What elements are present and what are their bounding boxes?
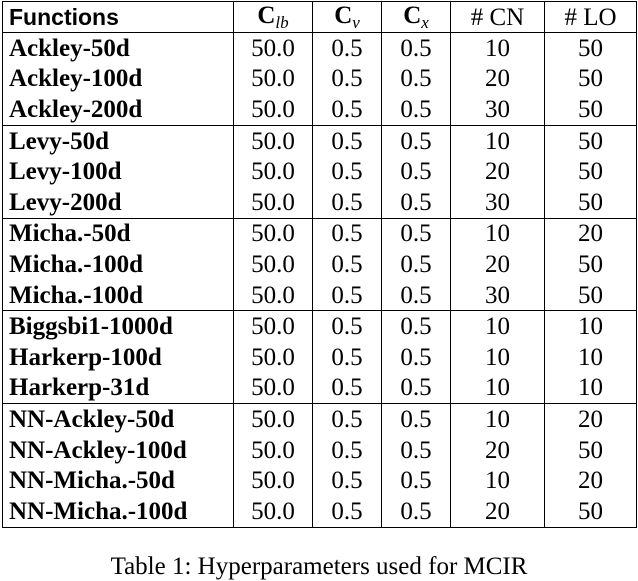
cell-c-x: 0.5 <box>382 187 451 218</box>
cell-c-lb: 50.0 <box>234 94 313 125</box>
cell-lo: 50 <box>545 156 637 187</box>
header-c-v-base: C <box>334 2 353 29</box>
header-lo: # LO <box>545 2 637 33</box>
cell-c-lb: 50.0 <box>234 465 313 496</box>
table-row <box>3 125 637 156</box>
cell-cn: 10 <box>451 311 545 342</box>
cell-function: Harkerp-100d <box>3 342 234 373</box>
header-c-x <box>382 2 451 33</box>
cell-c-x: 0.5 <box>382 280 451 311</box>
table-row <box>3 187 637 218</box>
cell-function: Levy-200d <box>3 187 234 218</box>
cell-c-v: 0.5 <box>313 187 382 218</box>
header-c-lb <box>234 2 313 33</box>
header-c-x-base: C <box>403 2 422 29</box>
cell-c-v: 0.5 <box>313 465 382 496</box>
cell-c-lb: 50.0 <box>234 125 313 156</box>
table-row <box>3 64 637 95</box>
cell-c-x: 0.5 <box>382 64 451 95</box>
cell-c-lb: 50.0 <box>234 280 313 311</box>
cell-c-v: 0.5 <box>313 218 382 249</box>
cell-c-x: 0.5 <box>382 249 451 280</box>
cell-c-v: 0.5 <box>313 249 382 280</box>
cell-lo: 20 <box>545 465 637 496</box>
cell-c-lb: 50.0 <box>234 218 313 249</box>
table-group <box>3 404 637 527</box>
cell-c-x: 0.5 <box>382 404 451 435</box>
header-c-lb-sub: lb <box>275 13 289 32</box>
cell-cn: 10 <box>451 465 545 496</box>
cell-c-lb: 50.0 <box>234 373 313 404</box>
cell-c-lb: 50.0 <box>234 187 313 218</box>
cell-function: NN-Micha.-100d <box>3 496 234 527</box>
cell-cn: 30 <box>451 280 545 311</box>
cell-function: Levy-100d <box>3 156 234 187</box>
cell-cn: 10 <box>451 33 545 64</box>
cell-c-x: 0.5 <box>382 342 451 373</box>
cell-c-lb: 50.0 <box>234 156 313 187</box>
header-row <box>3 2 637 33</box>
header-c-v <box>313 2 382 33</box>
cell-cn: 10 <box>451 373 545 404</box>
cell-c-v: 0.5 <box>313 373 382 404</box>
cell-c-x: 0.5 <box>382 125 451 156</box>
cell-lo: 50 <box>545 33 637 64</box>
cell-cn: 30 <box>451 187 545 218</box>
cell-c-v: 0.5 <box>313 156 382 187</box>
cell-c-lb: 50.0 <box>234 64 313 95</box>
table-row <box>3 373 637 404</box>
cell-lo: 50 <box>545 496 637 527</box>
cell-c-lb: 50.0 <box>234 249 313 280</box>
cell-c-lb: 50.0 <box>234 342 313 373</box>
table-row <box>3 218 637 249</box>
cell-c-lb: 50.0 <box>234 404 313 435</box>
cell-cn: 20 <box>451 435 545 466</box>
header-c-x-sub: x <box>421 13 429 32</box>
cell-lo: 50 <box>545 280 637 311</box>
cell-lo: 10 <box>545 342 637 373</box>
cell-lo: 10 <box>545 373 637 404</box>
cell-lo: 20 <box>545 404 637 435</box>
cell-cn: 20 <box>451 496 545 527</box>
cell-c-v: 0.5 <box>313 64 382 95</box>
cell-function: Harkerp-31d <box>3 373 234 404</box>
header-functions: Functions <box>3 2 234 33</box>
cell-c-x: 0.5 <box>382 311 451 342</box>
table-group <box>3 125 637 218</box>
cell-c-lb: 50.0 <box>234 496 313 527</box>
cell-c-lb: 50.0 <box>234 311 313 342</box>
cell-lo: 50 <box>545 94 637 125</box>
cell-function: Biggsbi1-1000d <box>3 311 234 342</box>
cell-function: Ackley-200d <box>3 94 234 125</box>
cell-c-x: 0.5 <box>382 33 451 64</box>
cell-c-x: 0.5 <box>382 373 451 404</box>
hyperparameter-table-container <box>2 1 637 528</box>
cell-function: NN-Micha.-50d <box>3 465 234 496</box>
cell-function: NN-Ackley-100d <box>3 435 234 466</box>
cell-lo: 50 <box>545 64 637 95</box>
cell-c-v: 0.5 <box>313 125 382 156</box>
cell-c-x: 0.5 <box>382 218 451 249</box>
cell-cn: 20 <box>451 156 545 187</box>
cell-lo: 50 <box>545 187 637 218</box>
cell-c-x: 0.5 <box>382 496 451 527</box>
table-row <box>3 342 637 373</box>
cell-c-x: 0.5 <box>382 156 451 187</box>
cell-c-v: 0.5 <box>313 94 382 125</box>
cell-function: NN-Ackley-50d <box>3 404 234 435</box>
cell-c-v: 0.5 <box>313 33 382 64</box>
table-row <box>3 435 637 466</box>
table-row <box>3 311 637 342</box>
cell-function: Micha.-100d <box>3 249 234 280</box>
header-c-lb-base: C <box>257 2 276 29</box>
cell-cn: 30 <box>451 94 545 125</box>
table-row <box>3 94 637 125</box>
cell-c-v: 0.5 <box>313 404 382 435</box>
cell-c-v: 0.5 <box>313 311 382 342</box>
cell-function: Micha.-50d <box>3 218 234 249</box>
cell-c-lb: 50.0 <box>234 33 313 64</box>
cell-c-x: 0.5 <box>382 465 451 496</box>
cell-c-x: 0.5 <box>382 435 451 466</box>
table-row <box>3 404 637 435</box>
cell-c-v: 0.5 <box>313 435 382 466</box>
cell-lo: 50 <box>545 125 637 156</box>
cell-cn: 10 <box>451 342 545 373</box>
cell-lo: 20 <box>545 218 637 249</box>
cell-function: Micha.-100d <box>3 280 234 311</box>
table-row <box>3 496 637 527</box>
table-group <box>3 218 637 311</box>
cell-c-lb: 50.0 <box>234 435 313 466</box>
cell-c-v: 0.5 <box>313 342 382 373</box>
table-group <box>3 33 637 126</box>
cell-function: Ackley-50d <box>3 33 234 64</box>
cell-cn: 20 <box>451 249 545 280</box>
table-row <box>3 280 637 311</box>
cell-c-x: 0.5 <box>382 94 451 125</box>
cell-lo: 50 <box>545 249 637 280</box>
cell-cn: 10 <box>451 218 545 249</box>
table-caption: Table 1: Hyperparameters used for MCIR <box>110 553 528 580</box>
header-c-v-sub: v <box>352 13 360 32</box>
table-group <box>3 311 637 404</box>
cell-function: Ackley-100d <box>3 64 234 95</box>
table-row <box>3 465 637 496</box>
cell-lo: 10 <box>545 311 637 342</box>
header-cn: # CN <box>451 2 545 33</box>
cell-function: Levy-50d <box>3 125 234 156</box>
hyperparameter-table <box>2 1 637 528</box>
table-row <box>3 33 637 64</box>
cell-cn: 20 <box>451 64 545 95</box>
cell-cn: 10 <box>451 125 545 156</box>
cell-c-v: 0.5 <box>313 496 382 527</box>
cell-lo: 50 <box>545 435 637 466</box>
table-row <box>3 156 637 187</box>
table-row <box>3 249 637 280</box>
cell-c-v: 0.5 <box>313 280 382 311</box>
table-header <box>3 2 637 33</box>
cell-cn: 10 <box>451 404 545 435</box>
